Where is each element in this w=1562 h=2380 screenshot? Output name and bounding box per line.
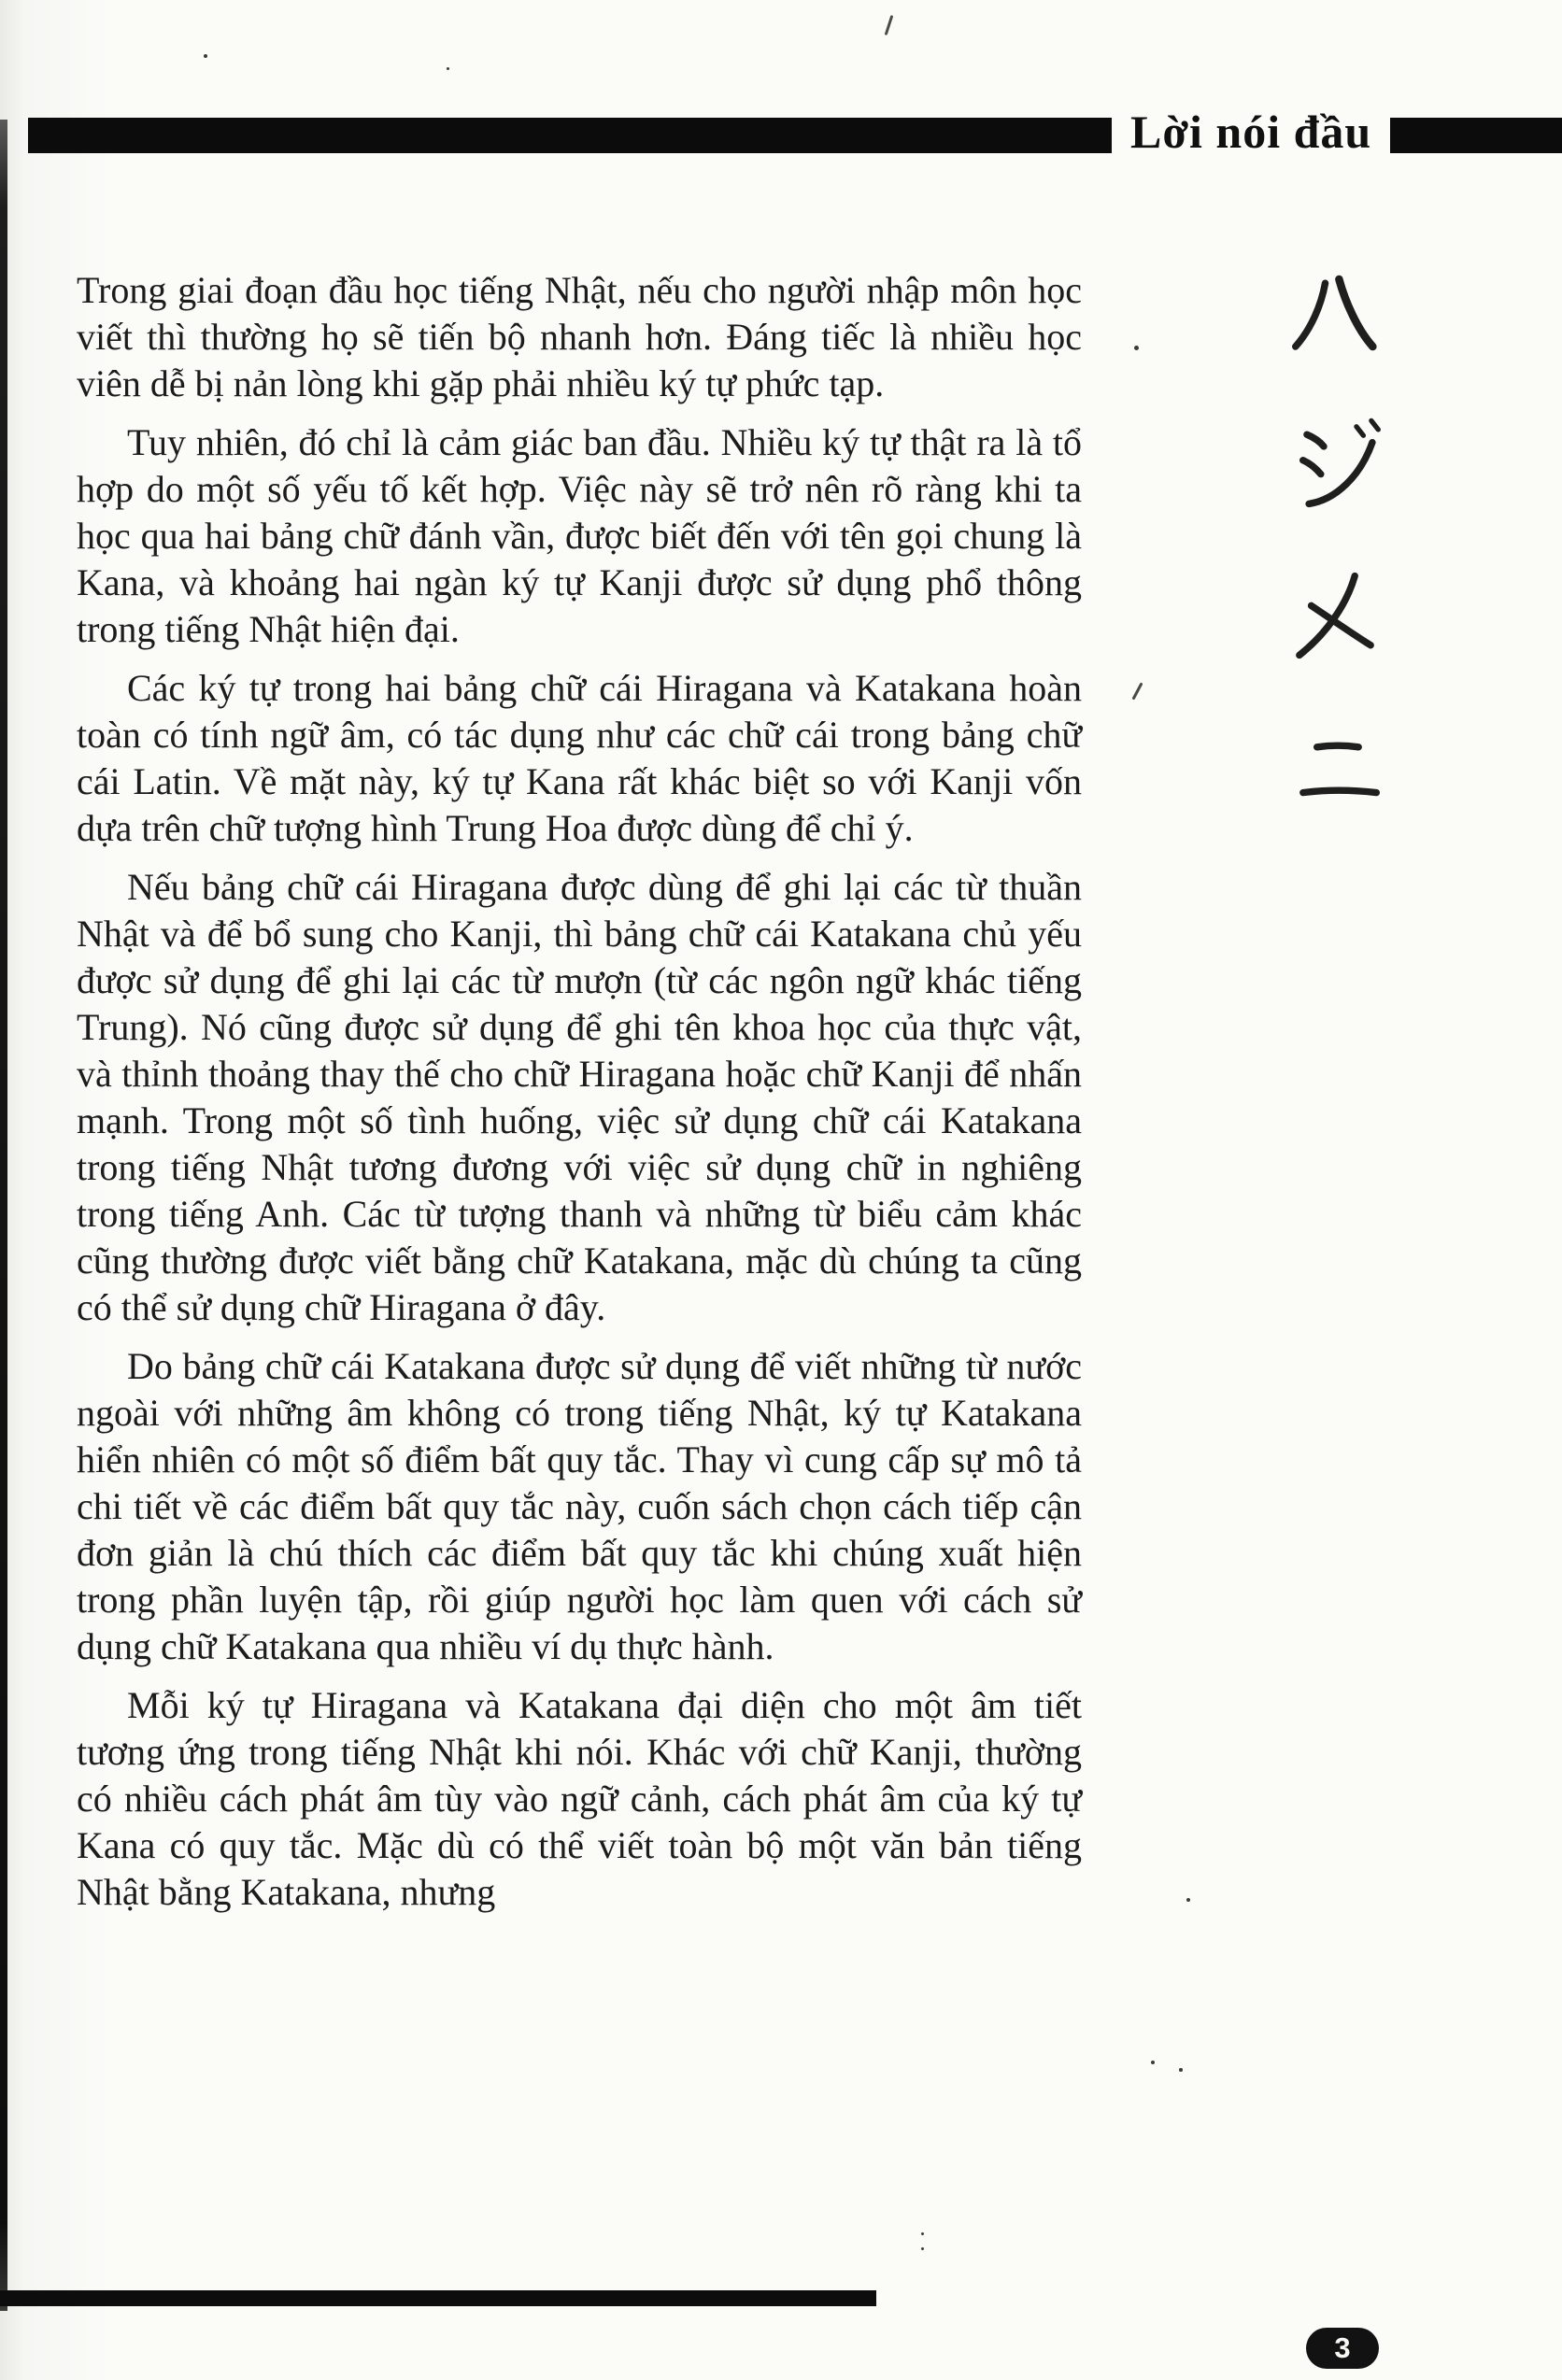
scan-artifact <box>1131 682 1143 700</box>
header-rule-right <box>1390 118 1562 153</box>
kana-title-vertical <box>1282 263 1394 816</box>
page-number-badge <box>1306 2328 1379 2369</box>
kana-ha-glyph <box>1284 263 1383 362</box>
kana-ni-glyph <box>1289 717 1388 816</box>
paragraph-4: Nếu bảng chữ cái Hiragana được dùng để ghi lại các từ thuần Nhật và để bổ sung cho Kanji, thì bảng chữ cái Katakana chủ yếu được sử dụng để ghi lại các từ mượn (từ các ngôn ngữ khác tiếng Trung). Nó cũng được sử dụng để ghi tên khoa học của thực vật, và thỉnh thoảng thay thế cho chữ Hiragana hoặc chữ Kanji để nhấn mạnh. Trong một số tình huống, việc sử dụng chữ cái Katakana trong tiếng Nhật tương đương với việc sử dụng chữ in nghiêng trong tiếng Anh. Các từ tượng thanh và những từ biểu cảm khác cũng thường được viết bằng chữ Katakana, mặc dù chúng ta cũng có thể sử dụng chữ Hiragana ở đây. <box>77 866 1082 1328</box>
footer-rule <box>0 2290 876 2306</box>
body-text <box>77 267 1082 1928</box>
kana-ji-glyph <box>1291 415 1390 514</box>
scan-edge-shadow <box>0 120 7 2311</box>
paragraph-5: Do bảng chữ cái Katakana được sử dụng để viết những từ nước ngoài với những âm không có trong tiếng Nhật, ký tự Katakana hiển nhiên có một số điểm bất quy tắc. Thay vì cung cấp sự mô tả chi tiết về các điểm bất quy tắc này, cuốn sách chọn cách tiếp cận đơn giản là chú thích các điểm bất quy tắc khi chúng xuất hiện trong phần luyện tập, rồi giúp người học làm quen với cách sử dụng chữ Katakana qua nhiều ví dụ thực hành. <box>77 1345 1082 1667</box>
scan-artifact <box>447 67 449 70</box>
page-number: 3 <box>1334 2331 1351 2364</box>
page-header <box>28 106 1562 159</box>
paragraph-2: Tuy nhiên, đó chỉ là cảm giác ban đầu. Nhiều ký tự thật ra là tổ hợp do một số yếu tố kết hợp. Việc này sẽ trở nên rõ ràng khi ta học qua hai bảng chữ đánh vần, được biết đến với tên gọi chung là Kana, và khoảng hai ngàn ký tự Kanji được sử dụng phổ thông trong tiếng Nhật hiện đại. <box>77 421 1082 650</box>
page-title: Lời nói đầu <box>1130 106 1372 158</box>
kana-me-glyph <box>1285 566 1384 665</box>
scan-artifact <box>921 2247 924 2250</box>
scan-artifact <box>1134 346 1139 350</box>
scan-artifact <box>204 54 207 58</box>
scan-artifact <box>1186 1898 1190 1902</box>
scan-artifact <box>1179 2068 1183 2072</box>
scan-artifact <box>1151 2061 1155 2064</box>
paragraph-1: Trong giai đoạn đầu học tiếng Nhật, nếu cho người nhập môn học viết thì thường họ sẽ tiến bộ nhanh hơn. Đáng tiếc là nhiều học viên dễ bị nản lòng khi gặp phải nhiều ký tự phức tạp. <box>77 269 1082 404</box>
paragraph-3: Các ký tự trong hai bảng chữ cái Hiragana và Katakana hoàn toàn có tính ngữ âm, có tác dụng như các chữ cái trong bảng chữ cái Latin. Về mặt này, ký tự Kana rất khác biệt so với Kanji vốn dựa trên chữ tượng hình Trung Hoa được dùng để chỉ ý. <box>77 667 1082 849</box>
scan-artifact <box>885 15 894 35</box>
scan-artifact <box>921 2232 924 2235</box>
header-rule-left <box>28 118 1112 153</box>
paragraph-6: Mỗi ký tự Hiragana và Katakana đại diện cho một âm tiết tương ứng trong tiếng Nhật khi nói. Khác với chữ Kanji, thường có nhiều cách phát âm tùy vào ngữ cảnh, cách phát âm của ký tự Kana có quy tắc. Mặc dù có thể viết toàn bộ một văn bản tiếng Nhật bằng Katakana, nhưng <box>77 1684 1082 1913</box>
